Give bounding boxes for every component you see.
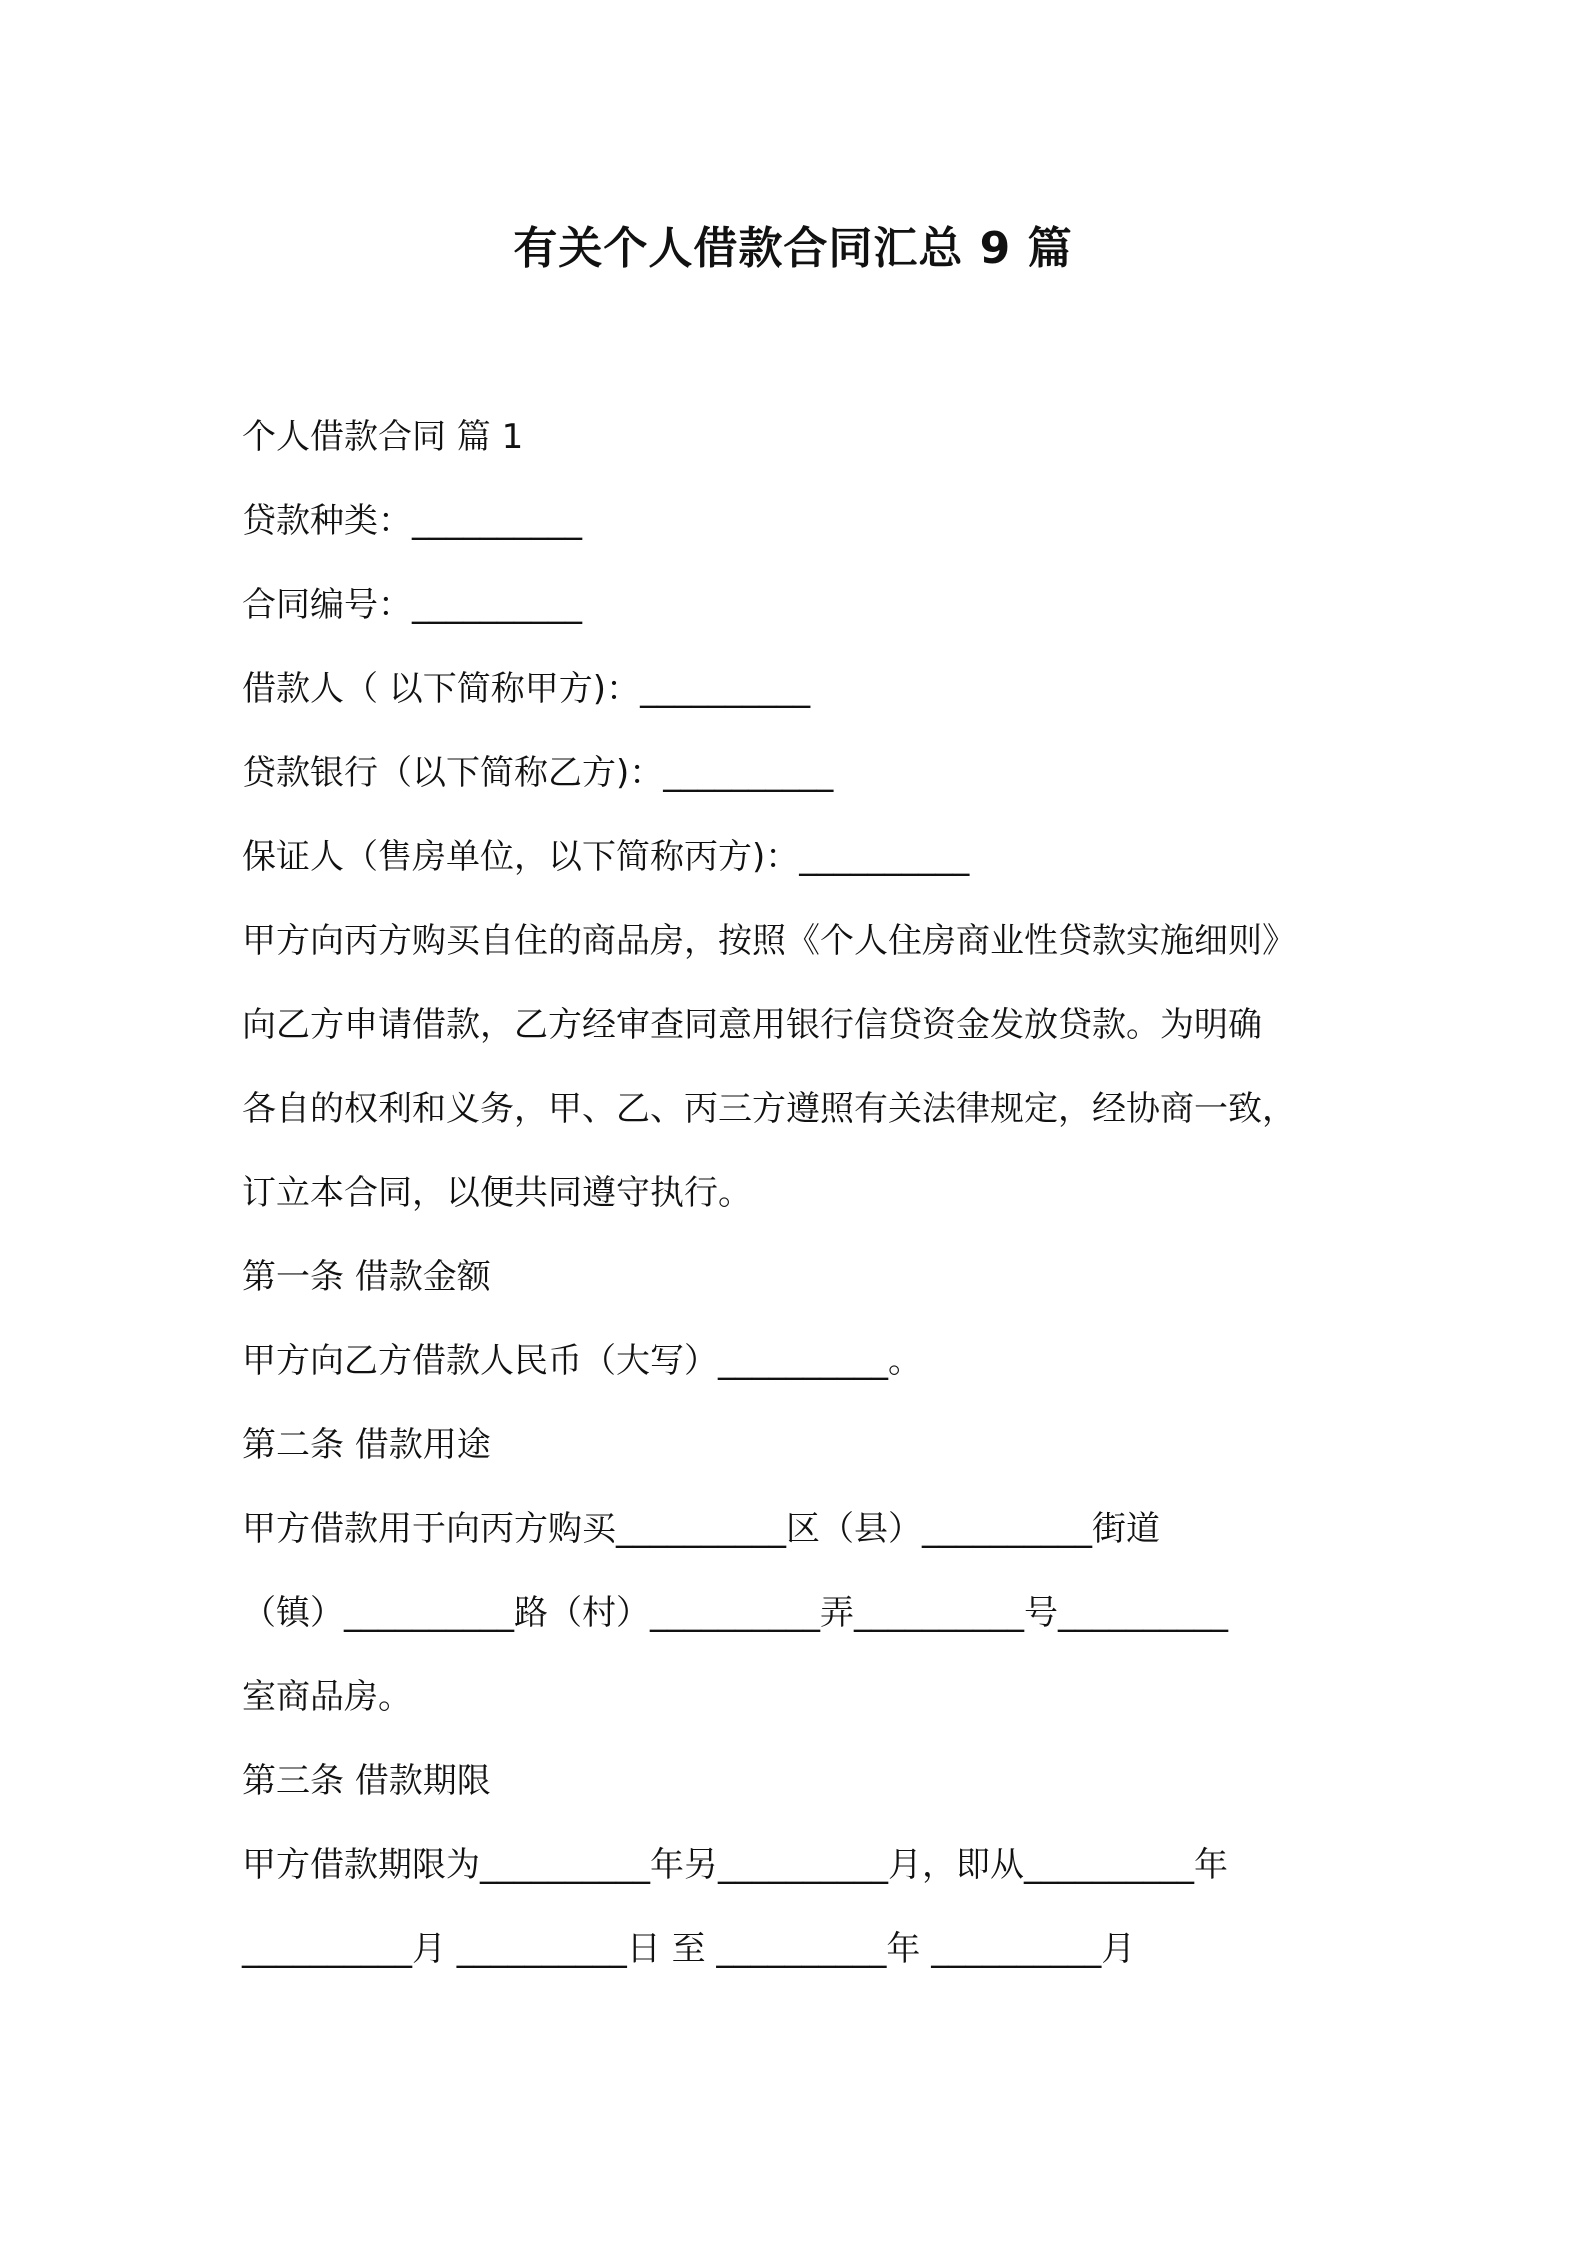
paragraph-line: 室商品房。	[242, 1677, 412, 1717]
borrower-field: 借款人（ 以下简称甲方)：__________	[242, 669, 811, 709]
paragraph-line: 订立本合同，以便共同遵守执行。	[242, 1173, 752, 1213]
article-heading: 第三条 借款期限	[242, 1761, 491, 1801]
paragraph-line: 甲方向乙方借款人民币（大写）__________。	[242, 1341, 922, 1381]
document-title: 有关个人借款合同汇总 9 篇	[513, 223, 1073, 274]
paragraph-line: __________月 __________日 至 __________年 __________月	[242, 1929, 1136, 1969]
paragraph-line: 各自的权利和义务，甲、乙、丙三方遵照有关法律规定，经协商一致，	[242, 1089, 1296, 1129]
paragraph-line: 甲方借款用于向丙方购买__________区（县）__________街道	[242, 1509, 1160, 1549]
section-heading: 个人借款合同 篇 1	[242, 417, 524, 457]
article-heading: 第二条 借款用途	[242, 1425, 491, 1465]
paragraph-line: （镇）__________路（村）__________弄__________号__________	[242, 1593, 1228, 1633]
lender-bank-field: 贷款银行（以下简称乙方)：__________	[242, 753, 834, 793]
paragraph-line: 甲方借款期限为__________年另__________月，即从__________年	[242, 1845, 1228, 1885]
article-heading: 第一条 借款金额	[242, 1257, 491, 1297]
paragraph-line: 向乙方申请借款，乙方经审查同意用银行信贷资金发放贷款。为明确	[242, 1005, 1262, 1045]
loan-type-field: 贷款种类：__________	[242, 501, 582, 541]
paragraph-line: 甲方向丙方购买自住的商品房，按照《个人住房商业性贷款实施细则》	[242, 921, 1296, 961]
guarantor-field: 保证人（售房单位，以下简称丙方)：__________	[242, 837, 970, 877]
contract-number-field: 合同编号：__________	[242, 585, 582, 625]
